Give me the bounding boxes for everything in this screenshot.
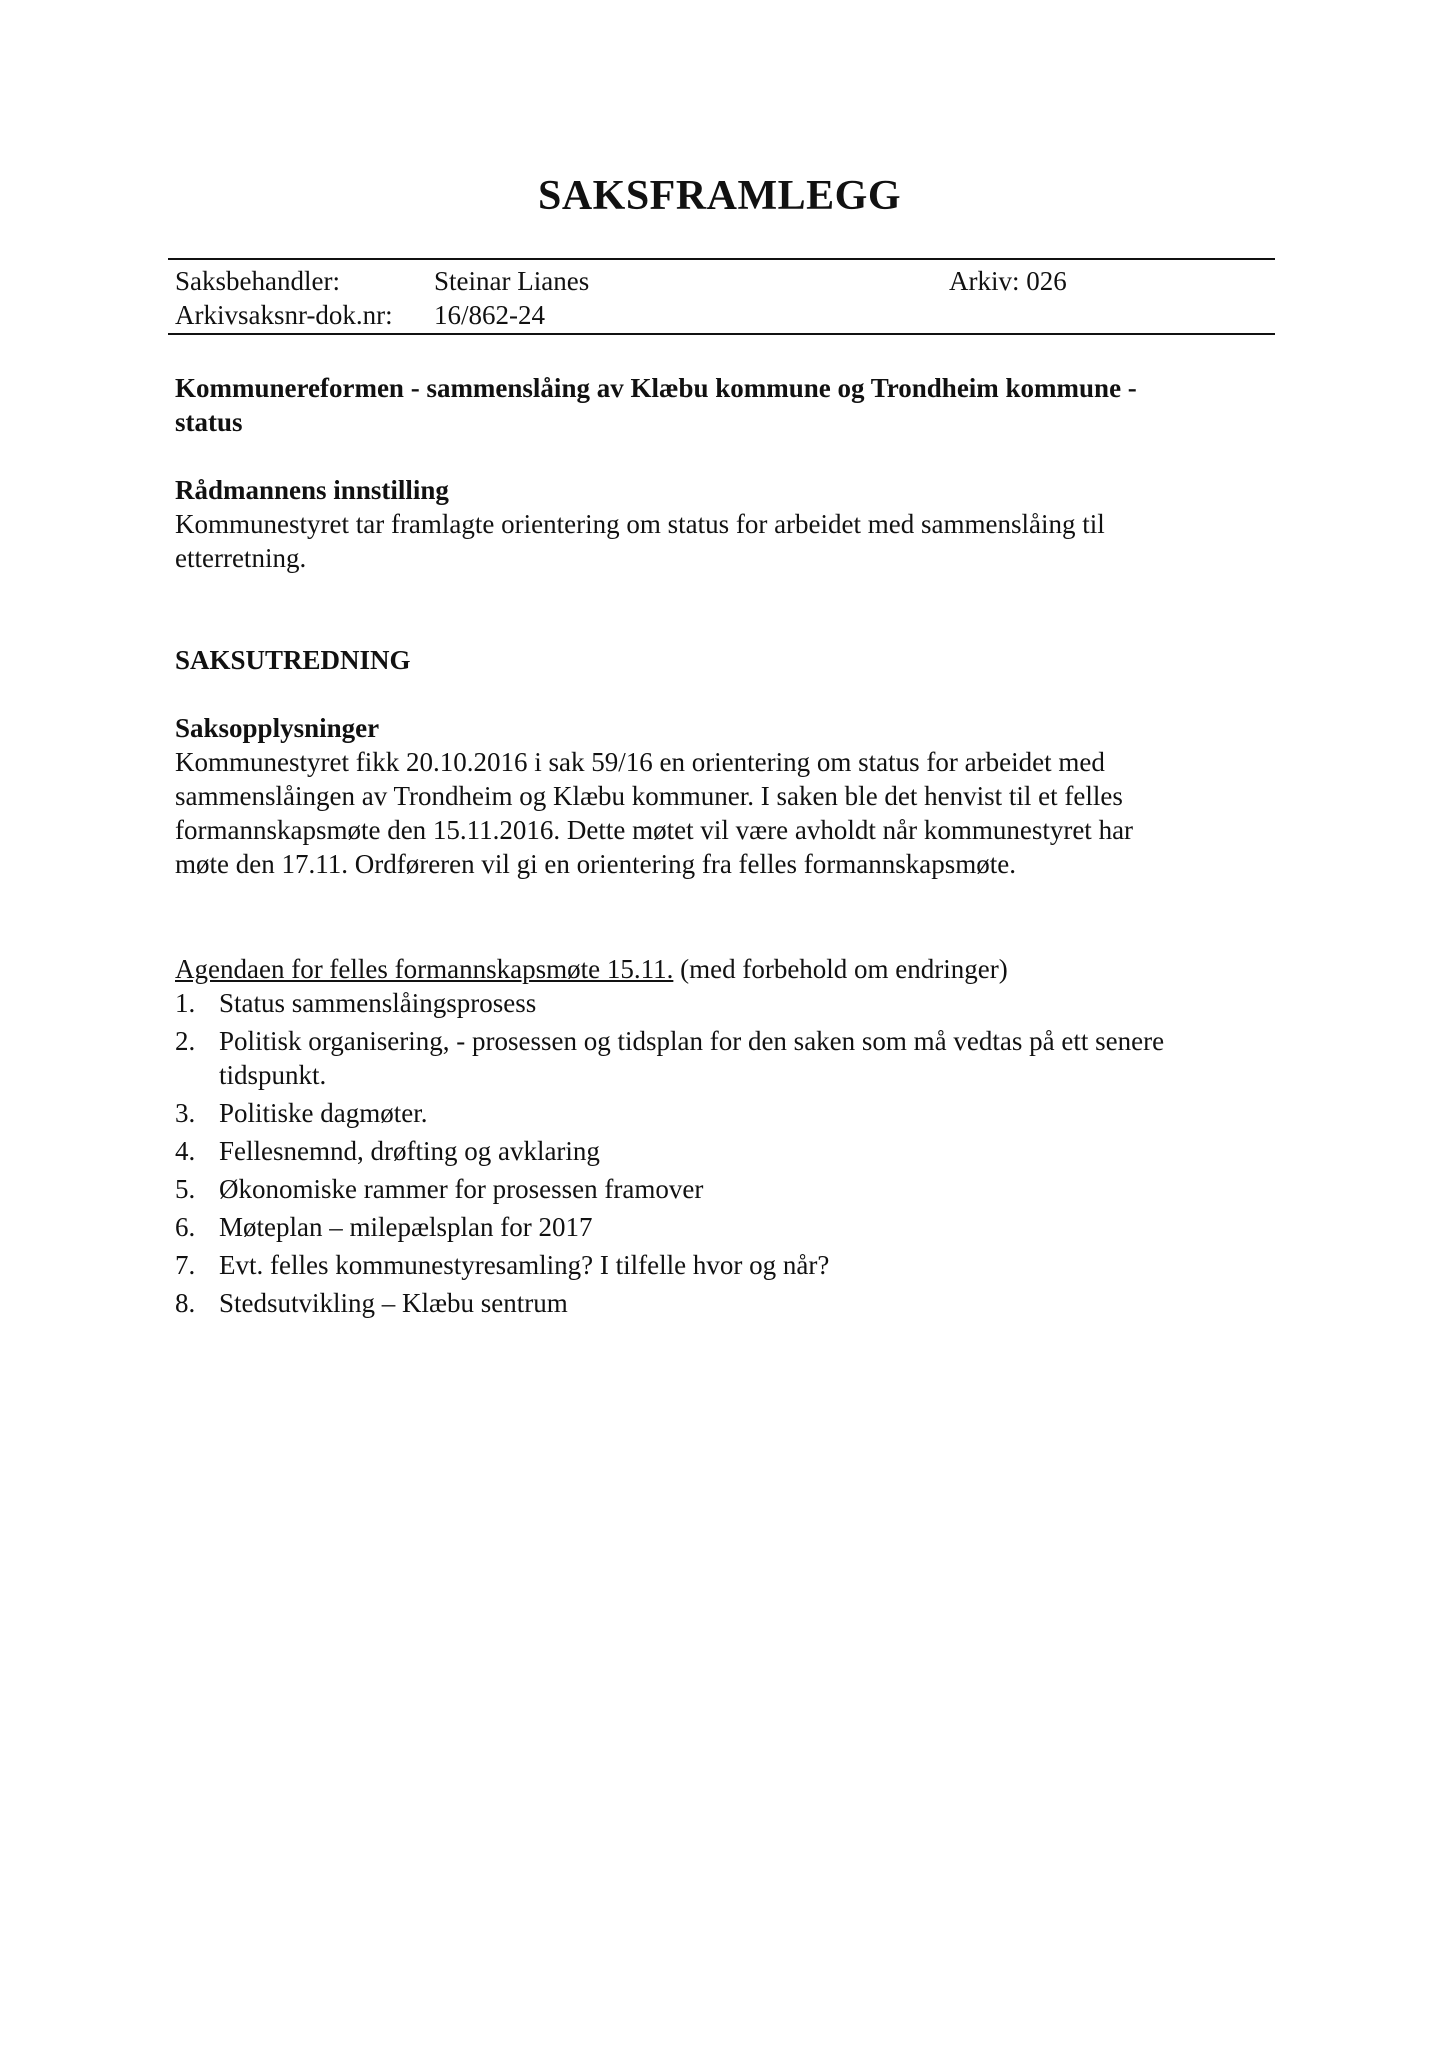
agenda-item-text: Møteplan – milepælsplan for 2017 — [219, 1212, 593, 1242]
agenda-item-number: 6. — [175, 1212, 196, 1242]
case-title — [175, 371, 1275, 439]
agenda-item — [175, 1248, 1275, 1282]
archive-code: Arkiv: 026 — [949, 266, 1067, 296]
agenda-item — [175, 986, 1275, 1020]
document-title: SAKSFRAMLEGG — [537, 173, 902, 219]
case-number-value: 16/862-24 — [434, 300, 545, 330]
agenda-heading-underlined: Agendaen for felles formannskapsmøte 15.11. — [175, 954, 674, 984]
agenda-item — [175, 1172, 1275, 1206]
recommendation-text — [175, 507, 1275, 575]
information-line: møte den 17.11. Ordføreren vil gi en orientering fra felles formannskapsmøte. — [175, 849, 1016, 879]
agenda-item — [175, 1024, 1275, 1092]
information-line: formannskapsmøte den 15.11.2016. Dette møtet vil være avholdt når kommunestyret har — [175, 815, 1134, 845]
handler-value: Steinar Lianes — [434, 266, 590, 296]
agenda-item-number: 3. — [175, 1098, 196, 1128]
header-bottom-rule — [168, 333, 1275, 335]
case-title-line: status — [175, 407, 243, 437]
agenda-item-text-continued: tidspunkt. — [219, 1060, 327, 1090]
information-text — [175, 745, 1275, 881]
agenda-item-text: Stedsutvikling – Klæbu sentrum — [219, 1288, 568, 1318]
case-number-label: Arkivsaksnr-dok.nr: — [175, 300, 393, 330]
recommendation-line: etterretning. — [175, 543, 307, 573]
section-heading: SAKSUTREDNING — [175, 645, 411, 675]
handler-label: Saksbehandler: — [175, 266, 340, 296]
agenda-item — [175, 1134, 1275, 1168]
agenda-item-number: 4. — [175, 1136, 196, 1166]
agenda-item — [175, 1210, 1275, 1244]
information-heading: Saksopplysninger — [175, 713, 380, 743]
agenda-item — [175, 1096, 1275, 1130]
agenda-item — [175, 1286, 1275, 1320]
header-top-rule — [168, 258, 1275, 260]
agenda-item-number: 1. — [175, 988, 196, 1018]
information-line: Kommunestyret fikk 20.10.2016 i sak 59/16 en orientering om status for arbeidet med — [175, 747, 1105, 777]
agenda-heading — [175, 952, 1275, 986]
agenda-item-number: 8. — [175, 1288, 196, 1318]
agenda-item-text: Fellesnemnd, drøfting og avklaring — [219, 1136, 600, 1166]
agenda-item-number: 2. — [175, 1026, 196, 1056]
agenda-item-number: 7. — [175, 1250, 196, 1280]
agenda-item-text: Politisk organisering, - prosessen og tidsplan for den saken som må vedtas på ett senere — [219, 1026, 1165, 1056]
recommendation-line: Kommunestyret tar framlagte orientering om status for arbeidet med sammenslåing til — [175, 509, 1105, 539]
agenda-list — [175, 986, 1275, 1324]
agenda-item-text: Økonomiske rammer for prosessen framover — [219, 1174, 704, 1204]
agenda-item-text: Politiske dagmøter. — [219, 1098, 428, 1128]
recommendation-heading: Rådmannens innstilling — [175, 475, 449, 505]
case-title-line: Kommunereformen - sammenslåing av Klæbu kommune og Trondheim kommune - — [175, 373, 1137, 403]
agenda-item-text: Status sammenslåingsprosess — [219, 988, 537, 1018]
agenda-heading-note: (med forbehold om endringer) — [673, 954, 1008, 984]
information-line: sammenslåingen av Trondheim og Klæbu kommuner. I saken ble det henvist til et felles — [175, 781, 1123, 811]
agenda-item-text: Evt. felles kommunestyresamling? I tilfelle hvor og når? — [219, 1250, 830, 1280]
agenda-item-number: 5. — [175, 1174, 196, 1204]
